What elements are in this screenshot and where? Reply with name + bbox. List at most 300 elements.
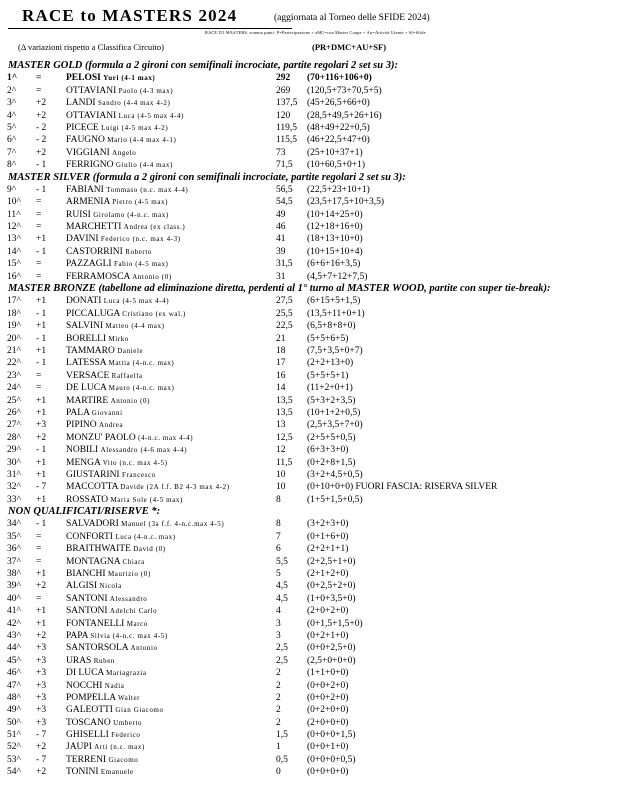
rank-variation: +1	[36, 469, 47, 480]
player-points: 1	[276, 742, 281, 753]
points-breakdown: (7,5+3,5+0+7)	[307, 345, 363, 356]
player-points: 16	[276, 370, 286, 381]
player-points: 115,5	[276, 135, 298, 146]
player-surname: BRAITHWAITE	[66, 544, 131, 555]
rank-variation: - 1	[36, 308, 47, 319]
ranking-row	[0, 642, 644, 654]
player-points: 0	[276, 767, 281, 778]
rank-position: 4^	[7, 110, 17, 121]
rank-variation: =	[36, 271, 42, 282]
player-points: 39	[276, 246, 286, 257]
player-surname: MONZU' PAOLO	[66, 432, 136, 443]
rank-variation: +2	[36, 110, 47, 121]
ranking-row	[0, 184, 644, 196]
player-surname: FERRIGNO	[66, 160, 114, 171]
rank-position: 34^	[7, 519, 21, 530]
rank-variation: =	[36, 593, 42, 604]
player-points: 10	[276, 482, 286, 493]
points-breakdown: (2+5+5+0,5)	[307, 432, 356, 443]
points-breakdown: (0+2+1+0)	[307, 630, 349, 641]
ranking-row	[0, 72, 644, 84]
player-name	[66, 667, 276, 679]
player-name	[66, 432, 276, 444]
section-title: NON QUALIFICATI/RISERVE *:	[8, 506, 161, 518]
section-title: MASTER BRONZE (tabellone ad eliminazione diretta, perdenti al 1° turno al MASTER WOOD, partite con super tie-break):	[8, 283, 551, 295]
player-name	[66, 134, 276, 146]
rank-position: 3^	[7, 98, 17, 109]
rank-variation: =	[36, 556, 42, 567]
rank-variation: =	[36, 85, 42, 96]
player-note: (4-5 max)	[135, 260, 169, 269]
points-breakdown: (0+0+2+0)	[307, 692, 349, 703]
player-note: (4-5 max 4-4)	[122, 297, 170, 306]
player-first-name: Matteo	[105, 322, 129, 331]
player-surname: NOCCHI	[66, 680, 103, 691]
points-breakdown: (0+1+6+0)	[307, 531, 349, 542]
player-name	[66, 741, 276, 753]
player-first-name: Fabio	[113, 260, 133, 269]
rank-position: 19^	[7, 321, 21, 332]
player-points: 13,5	[276, 395, 293, 406]
player-note: (0)	[155, 545, 166, 554]
player-name	[66, 481, 276, 493]
ranking-row	[0, 97, 644, 109]
player-surname: NOBILI	[66, 445, 99, 456]
player-surname: CASTORRINI	[66, 246, 123, 257]
points-breakdown: (0+1,5+1,5+0)	[307, 618, 363, 629]
player-surname: PICCALUGA	[66, 308, 120, 319]
points-breakdown: (0+0+1+0)	[307, 742, 349, 753]
player-first-name: Luigi	[101, 123, 120, 132]
rank-variation: +3	[36, 668, 47, 679]
player-surname: MARTIRE	[66, 395, 109, 406]
rank-variation: - 7	[36, 730, 47, 741]
player-note: (n.c. max 4-3)	[132, 235, 181, 244]
rank-position: 7^	[7, 147, 17, 158]
points-breakdown: (2+2,5+1+0)	[307, 556, 356, 567]
player-name	[66, 518, 276, 530]
player-first-name: Girolamo	[93, 210, 125, 219]
player-name	[66, 85, 276, 97]
rank-position: 5^	[7, 122, 17, 133]
player-name	[66, 717, 276, 729]
points-breakdown: (10+60,5+0+1)	[307, 160, 366, 171]
ranking-row	[0, 345, 644, 357]
player-first-name: Emanuele	[100, 768, 134, 777]
player-points: 2	[276, 680, 281, 691]
player-note: (0)	[140, 570, 151, 579]
variation-note: (Δ variazioni rispetto a Classifica Circuito)	[18, 42, 164, 52]
points-breakdown: (2+2+1+1)	[307, 544, 349, 555]
player-surname: MENGA	[66, 457, 101, 468]
player-points: 21	[276, 333, 286, 344]
ranking-list	[0, 60, 644, 779]
ranking-row	[0, 295, 644, 307]
rank-variation: =	[36, 197, 42, 208]
player-points: 13	[276, 420, 286, 431]
player-note: (4-n.c. max)	[134, 532, 176, 541]
player-note: (4-4 max 4-2)	[123, 99, 171, 108]
rank-position: 50^	[7, 717, 21, 728]
player-points: 11,5	[276, 457, 293, 468]
player-name	[66, 333, 276, 345]
ranking-row	[0, 704, 644, 716]
section-title: MASTER GOLD (formula a 2 gironi con semifinali incrociate, partite regolari 2 set su 3):	[8, 60, 398, 71]
player-surname: TOSCANO	[66, 717, 111, 728]
player-name	[66, 580, 276, 592]
rank-position: 28^	[7, 432, 21, 443]
points-breakdown: (0+10+0+0) FUORI FASCIA: RISERVA SILVER	[307, 482, 498, 493]
player-note: (2A f.f. B2 4-3 max 4-2)	[146, 483, 230, 492]
player-surname: PICECE	[66, 122, 99, 133]
rank-position: 23^	[7, 370, 21, 381]
ranking-row	[0, 122, 644, 134]
player-first-name: Antonio	[110, 396, 138, 405]
ranking-row	[0, 221, 644, 233]
player-name	[66, 184, 276, 196]
rank-position: 10^	[7, 197, 21, 208]
rank-position: 6^	[7, 135, 17, 146]
rank-variation: +2	[36, 147, 47, 158]
player-points: 71,5	[276, 160, 293, 171]
rank-position: 54^	[7, 767, 21, 778]
rank-variation: =	[36, 73, 42, 84]
player-name	[66, 642, 276, 654]
ranking-row	[0, 233, 644, 245]
rank-position: 27^	[7, 420, 21, 431]
player-points: 2,5	[276, 643, 288, 654]
points-breakdown: (46+22,5+47+0)	[307, 135, 370, 146]
points-breakdown: (22,5+23+10+1)	[307, 184, 370, 195]
points-breakdown: (2,5+0+0+0)	[307, 655, 356, 666]
ranking-row	[0, 196, 644, 208]
rank-variation: - 2	[36, 135, 47, 146]
rank-variation: +1	[36, 345, 47, 356]
ranking-row	[0, 457, 644, 469]
ranking-row	[0, 246, 644, 258]
ranking-row	[0, 382, 644, 394]
player-surname: FONTANELLI	[66, 618, 125, 629]
player-surname: BIANCHI	[66, 569, 106, 580]
player-surname: TERRENI	[66, 754, 107, 765]
ranking-row	[0, 754, 644, 766]
ranking-row	[0, 370, 644, 382]
ranking-row	[0, 308, 644, 320]
player-first-name: Roberto	[125, 247, 152, 256]
player-first-name: Angelo	[112, 148, 137, 157]
player-surname: ALGISI	[66, 581, 98, 592]
player-surname: PAZZAGLI	[66, 259, 112, 270]
ranking-row	[0, 258, 644, 270]
player-name	[66, 556, 276, 568]
rank-variation: - 1	[36, 358, 47, 369]
rank-variation: - 2	[36, 122, 47, 133]
player-points: 119,5	[276, 122, 298, 133]
player-surname: MARCHETTI	[66, 222, 122, 233]
ranking-row	[0, 147, 644, 159]
player-points: 2,5	[276, 655, 288, 666]
player-points: 1,5	[276, 730, 288, 741]
player-name	[66, 593, 276, 605]
points-breakdown: (0+0+0+0,5)	[307, 754, 356, 765]
ranking-row	[0, 630, 644, 642]
ranking-row	[0, 271, 644, 283]
player-first-name: Daniele	[117, 346, 144, 355]
player-points: 18	[276, 345, 286, 356]
ranking-row	[0, 605, 644, 617]
points-breakdown: (0+0+0+1,5)	[307, 730, 356, 741]
rank-position: 17^	[7, 296, 21, 307]
player-points: 120	[276, 110, 291, 121]
points-breakdown: (12+18+16+0)	[307, 222, 363, 233]
player-note: (ex class.)	[150, 223, 186, 232]
player-surname: PELOSI	[66, 73, 101, 84]
player-first-name: Manuel	[121, 520, 147, 529]
player-points: 14	[276, 383, 286, 394]
player-first-name: Walter	[118, 693, 141, 702]
points-breakdown: (48+49+22+0,5)	[307, 122, 370, 133]
player-surname: VIGGIANI	[66, 147, 110, 158]
player-note: (4-4 max)	[131, 322, 165, 331]
rank-position: 35^	[7, 531, 21, 542]
player-name	[66, 159, 276, 171]
player-points: 31	[276, 271, 286, 282]
player-name	[66, 147, 276, 159]
player-first-name: Cristiano	[122, 309, 154, 318]
rank-variation: +1	[36, 494, 47, 505]
player-name	[66, 382, 276, 394]
rank-variation: +1	[36, 321, 47, 332]
player-first-name: Vito	[102, 458, 118, 467]
ranking-row	[0, 432, 644, 444]
rank-position: 43^	[7, 630, 21, 641]
rank-position: 45^	[7, 655, 21, 666]
points-breakdown: (0+0+2+0)	[307, 680, 349, 691]
ranking-row	[0, 110, 644, 122]
rank-variation: - 1	[36, 246, 47, 257]
player-surname: RUISI	[66, 209, 91, 220]
player-first-name: Luca	[118, 111, 136, 120]
player-surname: PAPA	[66, 630, 89, 641]
ranking-row	[0, 717, 644, 729]
ranking-row	[0, 680, 644, 692]
player-name	[66, 543, 276, 555]
player-name	[66, 618, 276, 630]
ranking-row	[0, 692, 644, 704]
player-points: 25,5	[276, 308, 293, 319]
player-points: 2	[276, 717, 281, 728]
rank-variation: +3	[36, 680, 47, 691]
player-name	[66, 680, 276, 692]
player-name	[66, 469, 276, 481]
points-breakdown: (0+2+0+0)	[307, 705, 349, 716]
player-first-name: Giovanni	[91, 408, 123, 417]
player-surname: OTTAVIANI	[66, 85, 117, 96]
rank-position: 38^	[7, 569, 21, 580]
player-name	[66, 419, 276, 431]
player-first-name: Marco	[126, 619, 148, 628]
rank-variation: +1	[36, 296, 47, 307]
rank-position: 30^	[7, 457, 21, 468]
player-note: (n.c. max)	[110, 743, 145, 752]
player-points: 12	[276, 445, 286, 456]
rank-position: 53^	[7, 754, 21, 765]
ranking-row	[0, 407, 644, 419]
player-surname: URAS	[66, 655, 92, 666]
rank-position: 12^	[7, 222, 21, 233]
player-surname: GHISELLI	[66, 730, 109, 741]
player-name	[66, 754, 276, 766]
rank-position: 31^	[7, 469, 21, 480]
rank-variation: - 1	[36, 160, 47, 171]
rank-variation: - 1	[36, 184, 47, 195]
player-points: 5,5	[276, 556, 288, 567]
rank-variation: - 7	[36, 482, 47, 493]
rank-position: 33^	[7, 494, 21, 505]
player-surname: FERRAMOSCA	[66, 271, 130, 282]
player-points: 8	[276, 494, 281, 505]
points-breakdown: (6+6+16+3,5)	[307, 259, 361, 270]
player-surname: POMPELLA	[66, 692, 116, 703]
player-surname: MONTAGNA	[66, 556, 121, 567]
player-points: 4,5	[276, 593, 288, 604]
player-name	[66, 320, 276, 332]
player-surname: ROSSATO	[66, 494, 109, 505]
player-surname: MACCOTTA	[66, 482, 119, 493]
points-breakdown: (10+14+25+0)	[307, 209, 363, 220]
ranking-row	[0, 618, 644, 630]
ranking-row	[0, 419, 644, 431]
rank-variation: +1	[36, 569, 47, 580]
player-points: 56,5	[276, 184, 293, 195]
player-first-name: Mirko	[108, 334, 129, 343]
player-note: (4-5 max)	[149, 495, 183, 504]
player-first-name: Giacomo	[108, 755, 139, 764]
player-first-name: Yuri	[103, 74, 119, 83]
rank-variation: +3	[36, 655, 47, 666]
player-first-name: Alessandro	[109, 594, 148, 603]
rank-position: 11^	[7, 209, 21, 220]
points-breakdown: (4,5+7+12+7,5)	[307, 271, 368, 282]
player-note: (n.c. max 4-5)	[119, 458, 168, 467]
player-note: (4-n.c. max)	[127, 210, 169, 219]
player-note: (4-6 max 4-4)	[140, 446, 188, 455]
player-surname: DI LUCA	[66, 668, 104, 679]
player-name	[66, 221, 276, 233]
player-points: 49	[276, 209, 286, 220]
player-note: (ex wal.)	[155, 309, 186, 318]
player-points: 4,5	[276, 581, 288, 592]
rank-position: 26^	[7, 407, 21, 418]
player-surname: SANTORSOLA	[66, 643, 129, 654]
points-breakdown: (1+0+3,5+0)	[307, 593, 356, 604]
points-breakdown: (5+5+5+1)	[307, 370, 349, 381]
player-first-name: Luca	[103, 297, 121, 306]
player-surname: FAUGNO	[66, 135, 105, 146]
player-surname: DONATI	[66, 296, 102, 307]
player-name	[66, 766, 276, 778]
ranking-row	[0, 568, 644, 580]
rank-variation: =	[36, 531, 42, 542]
player-note: (4-4 max 4-1)	[129, 136, 177, 145]
player-name	[66, 655, 276, 667]
ranking-row	[0, 655, 644, 667]
player-surname: SANTONI	[66, 606, 108, 617]
player-first-name: Tommaso	[106, 185, 138, 194]
player-note: (n.c. max 4-4)	[140, 185, 189, 194]
player-first-name: Mattia	[108, 359, 131, 368]
player-name	[66, 97, 276, 109]
player-name	[66, 271, 276, 283]
rank-position: 2^	[7, 85, 17, 96]
player-points: 4	[276, 606, 281, 617]
player-name	[66, 531, 276, 543]
player-first-name: Maria Sole	[110, 495, 148, 504]
rank-position: 8^	[7, 160, 17, 171]
points-breakdown: (3+2+4,5+0,5)	[307, 469, 363, 480]
ranking-row	[0, 766, 644, 778]
player-surname: SALVADORI	[66, 519, 119, 530]
ranking-row	[0, 481, 644, 493]
player-points: 41	[276, 234, 286, 245]
player-points: 12,5	[276, 432, 293, 443]
ranking-row	[0, 494, 644, 506]
rank-position: 15^	[7, 259, 21, 270]
player-first-name: Antonio	[130, 644, 158, 653]
player-name	[66, 457, 276, 469]
points-breakdown: (0+2,5+2+0)	[307, 581, 356, 592]
player-note: (0)	[140, 396, 151, 405]
player-note: (4-n.c. max 4-5)	[112, 631, 168, 640]
player-first-name: Silvia	[90, 631, 111, 640]
player-note: (4-n.c. max 4-4)	[138, 433, 194, 442]
player-points: 6	[276, 544, 281, 555]
points-breakdown: (45+26,5+66+0)	[307, 98, 370, 109]
player-points: 54,5	[276, 197, 293, 208]
ranking-row	[0, 729, 644, 741]
rank-variation: +1	[36, 606, 47, 617]
player-points: 7	[276, 531, 281, 542]
rank-variation: +3	[36, 420, 47, 431]
points-breakdown: (2+0+2+0)	[307, 606, 349, 617]
player-surname: SANTONI	[66, 593, 108, 604]
rank-position: 14^	[7, 246, 21, 257]
player-first-name: Davide	[120, 483, 145, 492]
player-first-name: Alessandro	[100, 446, 139, 455]
player-name	[66, 345, 276, 357]
rank-variation: =	[36, 209, 42, 220]
rank-variation: =	[36, 383, 42, 394]
rank-position: 13^	[7, 234, 21, 245]
points-breakdown: (25+10+37+1)	[307, 147, 363, 158]
player-name	[66, 209, 276, 221]
player-first-name: Umberto	[113, 718, 143, 727]
player-note: (0)	[161, 272, 172, 281]
rank-variation: +2	[36, 742, 47, 753]
player-points: 2	[276, 668, 281, 679]
points-breakdown: (2+2+13+0)	[307, 358, 354, 369]
player-points: 73	[276, 147, 286, 158]
points-breakdown: (10+15+10+4)	[307, 246, 363, 257]
player-name	[66, 258, 276, 270]
rank-variation: +1	[36, 234, 47, 245]
ranking-row	[0, 543, 644, 555]
player-first-name: Nadia	[104, 681, 125, 690]
ranking-row	[0, 209, 644, 221]
rank-position: 51^	[7, 730, 21, 741]
rank-variation: =	[36, 370, 42, 381]
rank-position: 29^	[7, 445, 21, 456]
